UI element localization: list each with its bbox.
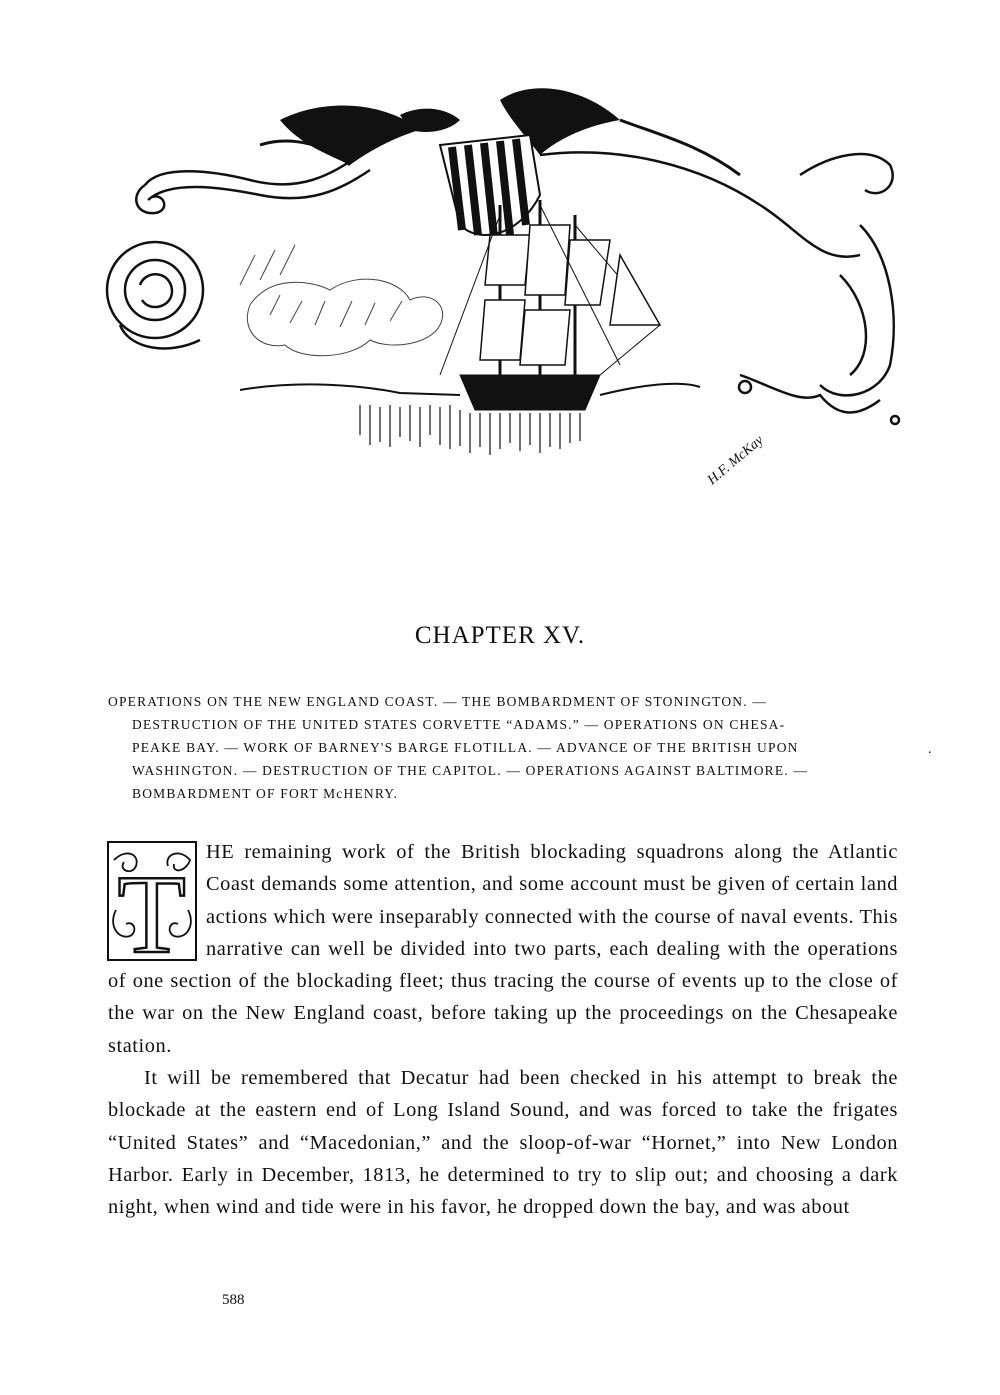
synopsis-line: PEAKE BAY. — WORK OF BARNEY'S BARGE FLOTILLA. — ADVANCE OF THE BRITISH UPON [132,740,799,755]
paragraph-1-text: HE remaining work of the British blockading squadrons along the Atlantic Coast demands some attention, and some account must be given of certain land actions which were inseparably connected with the course of naval events. This narrative can well be divided into two parts, each dealing with the operations of one section of the blockading fleet; thus tracing the course of events up to the close of the war on the New England coast, before taking up the proceedings on the Chesapeake station. [108,841,898,1057]
paragraph-2-text: It will be remembered that Decatur had been checked in his attempt to break the blockade at the eastern end of Long Island Sound, and was forced to take the frigates “United States” and “Macedonian,” and the sloop-of-war “Hornet,” into New London Harbor. Early in December, 1813, he determined to try to slip out; and choosing a dark night, when wind and tide were in his favor, he dropped down the bay, and was about [108,1067,898,1219]
paragraph [108,836,898,1062]
striped-shield [440,135,540,237]
page-number: 588 [222,1292,245,1308]
left-scroll-ornament [107,155,370,348]
stray-mark: . [928,742,932,757]
synopsis-line: BOMBARDMENT OF FORT McHENRY. [132,786,399,801]
chapter-synopsis [108,690,898,805]
body-text [108,836,898,1224]
synopsis-line: WASHINGTON. — DESTRUCTION OF THE CAPITOL. — OPERATIONS AGAINST BALTIMORE. — [132,763,809,778]
synopsis-line: DESTRUCTION OF THE UNITED STATES CORVETTE “ADAMS.” — OPERATIONS ON CHESA- [132,717,786,732]
dropcap-letter: T [117,853,187,962]
artist-signature: H.F. McKay [704,432,767,489]
synopsis-line: OPERATIONS ON THE NEW ENGLAND COAST. — THE BOMBARDMENT OF STONINGTON. — [108,694,768,709]
decorated-initial-t [106,840,198,962]
chapter-title: CHAPTER XV. [414,622,586,649]
eagle-ship-illustration [100,75,910,515]
cannon-smoke [240,245,443,356]
